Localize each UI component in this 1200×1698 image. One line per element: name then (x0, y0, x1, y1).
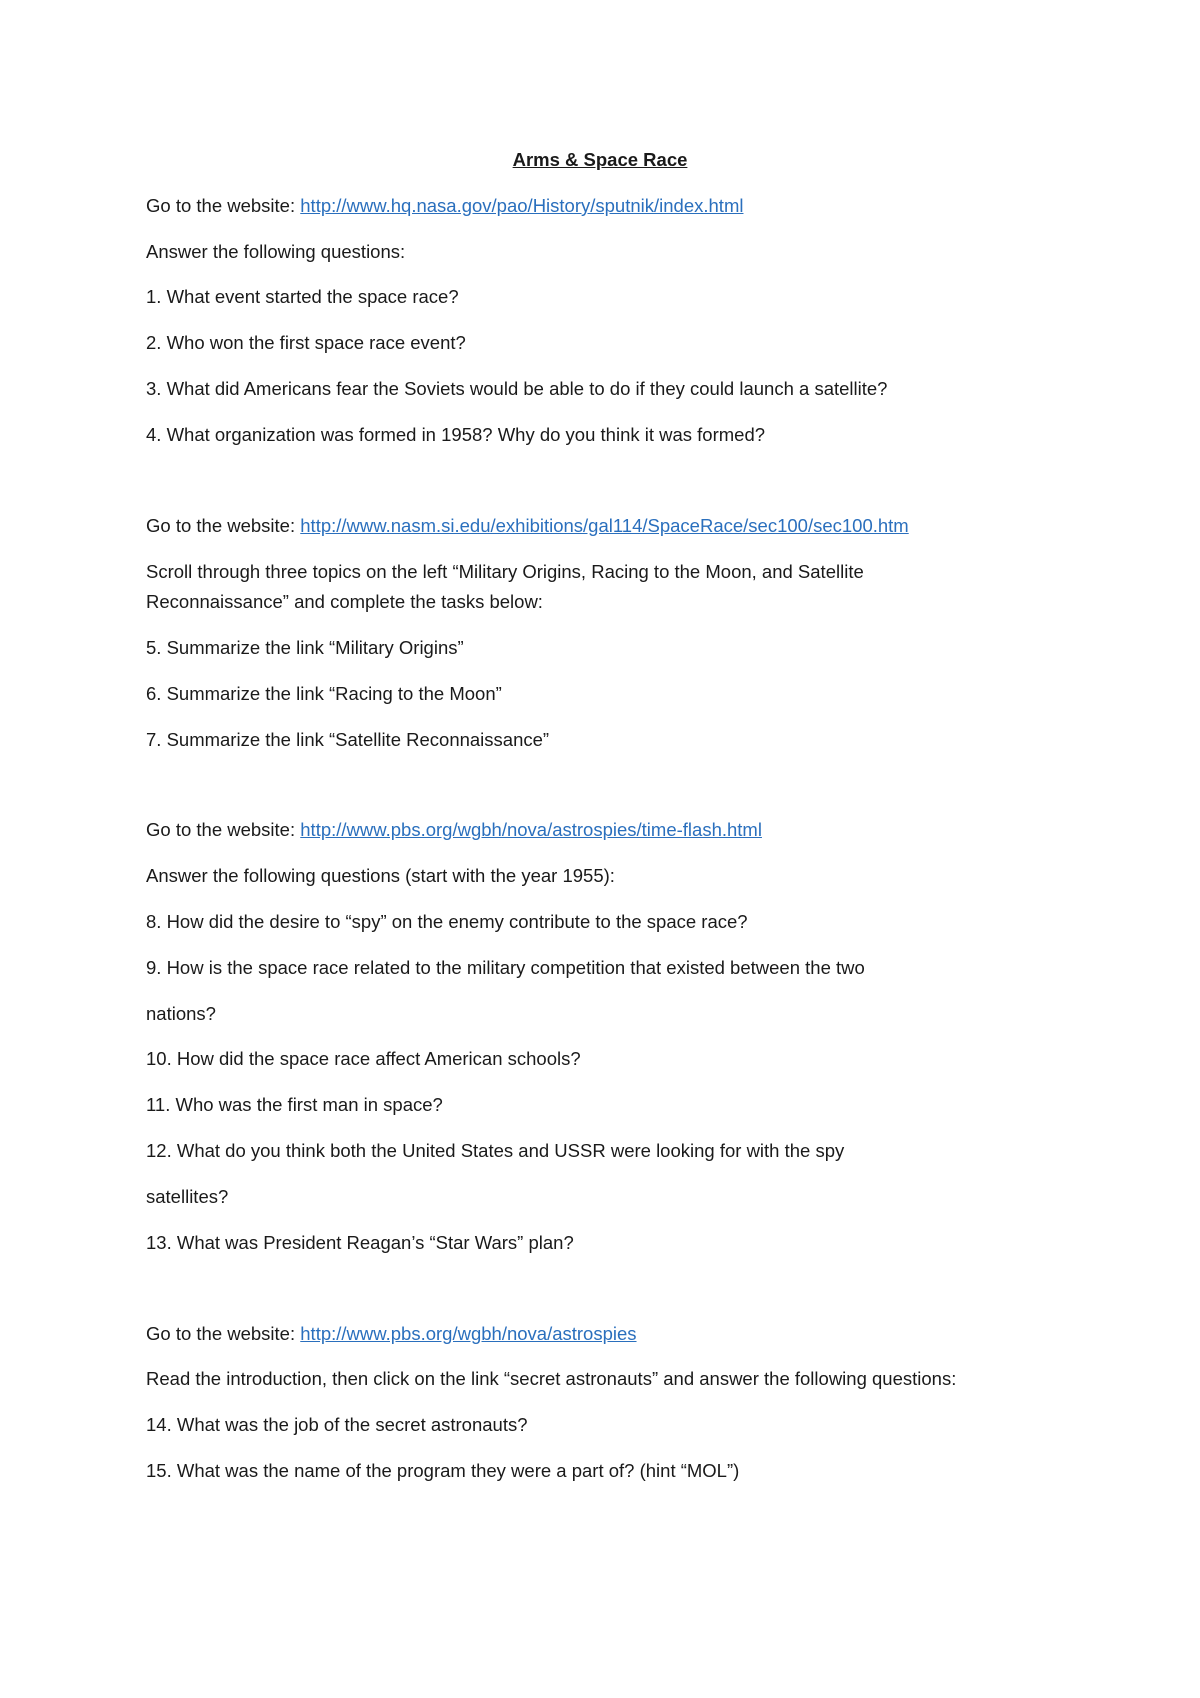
website-line-1 (146, 194, 743, 218)
question-3: 3. What did Americans fear the Soviets would be able to do if they could launch a satellite? (146, 378, 888, 399)
question-9-line-1: 9. How is the space race related to the military competition that existed between the two (146, 957, 865, 978)
question-6: 6. Summarize the link “Racing to the Moon” (146, 683, 502, 704)
question-13: 13. What was President Reagan’s “Star Wars” plan? (146, 1232, 574, 1253)
instruction-4: Read the introduction, then click on the link “secret astronauts” and answer the following questions: (146, 1368, 957, 1389)
question-10: 10. How did the space race affect American schools? (146, 1048, 581, 1069)
question-15: 15. What was the name of the program they were a part of? (hint “MOL”) (146, 1460, 740, 1481)
website-prefix: Go to the website: (146, 819, 301, 840)
question-12-line-1: 12. What do you think both the United States and USSR were looking for with the spy (146, 1140, 845, 1161)
website-line-2 (146, 514, 909, 538)
question-8: 8. How did the desire to “spy” on the enemy contribute to the space race? (146, 911, 748, 932)
page-title: Arms & Space Race (512, 149, 688, 170)
instruction-1: Answer the following questions: (146, 241, 406, 262)
website-prefix: Go to the website: (146, 515, 301, 536)
pbs-timeflash-link[interactable]: http://www.pbs.org/wgbh/nova/astrospies/time-flash.html (300, 819, 762, 840)
pbs-astrospies-link[interactable]: http://www.pbs.org/wgbh/nova/astrospies (300, 1323, 637, 1344)
nasa-sputnik-link[interactable]: http://www.hq.nasa.gov/pao/History/sputnik/index.html (300, 195, 744, 216)
website-line-4 (146, 1322, 637, 1346)
question-12-line-2: satellites? (146, 1186, 229, 1207)
question-7: 7. Summarize the link “Satellite Reconnaissance” (146, 729, 550, 750)
question-9-line-2: nations? (146, 1003, 216, 1024)
instruction-2-line-1: Scroll through three topics on the left “Military Origins, Racing to the Moon, and Satellite (146, 561, 864, 582)
question-4: 4. What organization was formed in 1958? Why do you think it was formed? (146, 424, 766, 445)
website-line-3 (146, 818, 762, 842)
instruction-2-line-2: Reconnaissance” and complete the tasks below: (146, 591, 543, 612)
website-prefix: Go to the website: (146, 195, 301, 216)
question-11: 11. Who was the first man in space? (146, 1094, 443, 1115)
instruction-3: Answer the following questions (start with the year 1955): (146, 865, 615, 886)
question-5: 5. Summarize the link “Military Origins” (146, 637, 464, 658)
question-2: 2. Who won the first space race event? (146, 332, 466, 353)
question-1: 1. What event started the space race? (146, 286, 459, 307)
nasm-spacerace-link[interactable]: http://www.nasm.si.edu/exhibitions/gal114/SpaceRace/sec100/sec100.htm (300, 515, 909, 536)
question-14: 14. What was the job of the secret astronauts? (146, 1414, 528, 1435)
website-prefix: Go to the website: (146, 1323, 301, 1344)
